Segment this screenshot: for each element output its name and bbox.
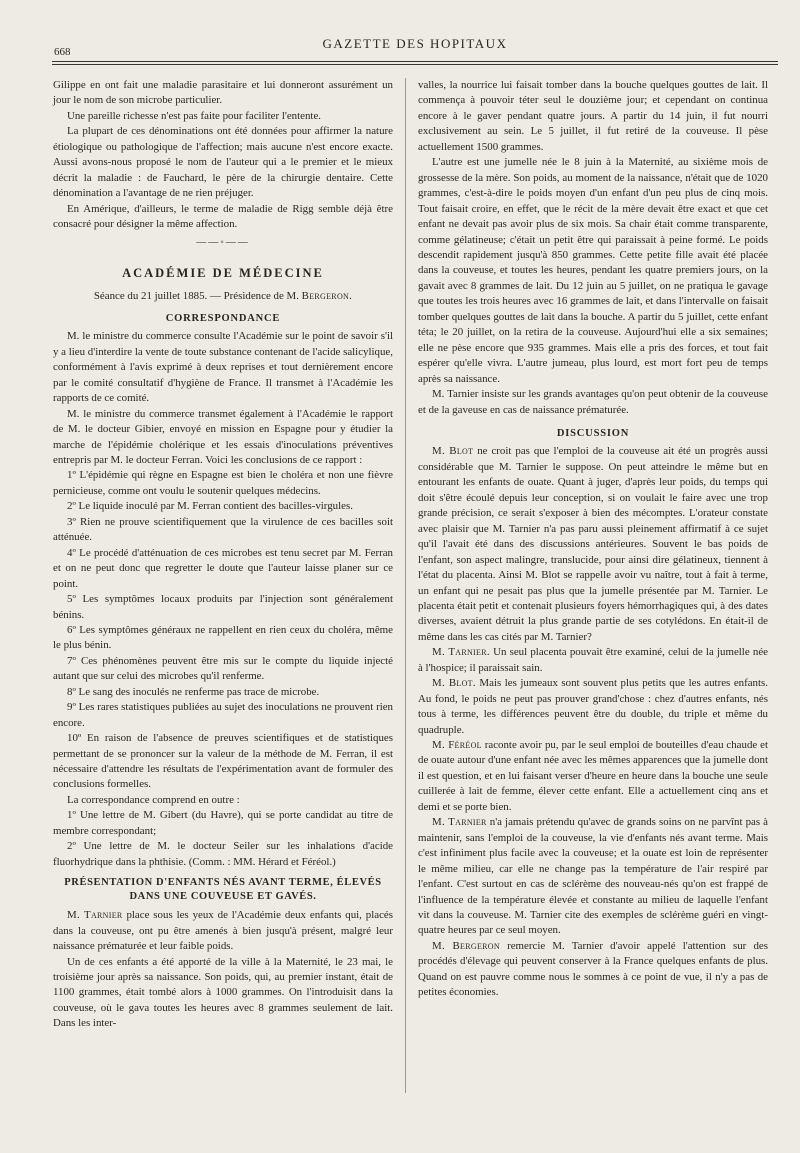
paragraph-text: place sous les yeux de l'Académie deux enfants qui, placés dans la couveuse, ont pu être amenés à bien jusqu'à présent, malgré leur naissance prématurée et leur faible poids. bbox=[53, 909, 393, 953]
paragraph-text: Un seul placenta pouvait être examiné, celui de la jumelle née à l'hospice; il paraissait sain. bbox=[418, 646, 768, 674]
paragraph bbox=[53, 908, 393, 954]
paragraph bbox=[418, 815, 768, 939]
paragraph: En Amérique, d'ailleurs, le terme de maladie de Rigg semble déjà être consacré pour désigner la même affection. bbox=[53, 202, 393, 231]
paragraph: M. le ministre du commerce transmet également à l'Académie le rapport de M. le docteur Gibier, envoyé en mission en Espagne pour y étudier la marche de l'épidémie cholérique et les essais d'inoculations préventives entrepris par M. le docteur Ferran. Voici les conclusions de ce rapport : bbox=[53, 407, 393, 466]
header-rule-bottom bbox=[52, 64, 778, 65]
paragraph-text: ne croit pas que l'emploi de la couveuse ait été un progrès aussi considérable que M. Tarnier le suppose. On peut atteindre le même but en entourant les enfants de ouate. Quant à juger, d'après leur poids, du temps qui doit s'être écoulé depuis leur conception, si on voulait le faire avec une trop grande précision, ce serait s'exposer à bien des mécomptes. L'orateur constate avec plaisir que M. Tarnier n'a pas paru aussi pleinement affirmatif à ce sujet qu'il l'avait été dans des discussions antérieures. Souvent le bas poids de l'enfant, son aspect malingre, translucide, pour ainsi dire gélatineux, tiennent à l'état du placenta. Ainsi M. Blot se rappelle avoir vu naître, tout à fait à terme, un enfant qui ne pesait pas plus que la jumelle présentée par M. Tarnier. Le placenta était petit et contenait plusieurs foyers hémorrhagiques qui, à des dates diverses, avaient détruit la plus grande partie de ses cotylédons. En était-il de même dans les cas cités par M. Tarnier? bbox=[418, 445, 768, 643]
paragraph: 7º Ces phénomènes peuvent être mis sur le compte du liquide injecté autant que sur celui des microbes qu'il renferme. bbox=[53, 654, 393, 683]
paragraph: 4º Le procédé d'atténuation de ces microbes est tenu secret par M. Ferran et on ne peut donc que regretter le doute que l'auteur laisse planer sur ce point. bbox=[53, 546, 393, 590]
paragraph: 8º Le sang des inoculés ne renferme pas trace de microbe. bbox=[67, 685, 320, 698]
speaker-name: M. Bergeron bbox=[432, 939, 500, 952]
subsection-heading: DISCUSSION bbox=[556, 427, 630, 439]
paragraph: La plupart de ces dénominations ont été données pour affirmer la nature étiologique ou pathologique de l'affection; mais aucune n'est encore exacte. Aussi avons-nous proposé le nom de l'auteur qui a le premier et le mieux décrit la maladie : de Fauchard, le père de la chirurgie dentaire. Cette dénomination a l'avantage de ne rien préjuger. bbox=[53, 125, 393, 200]
paragraph-text: remercie M. Tarnier d'avoir appelé l'attention sur des procédés d'élevage qui peuvent conserver à la France quelques enfants de plus. Quand on est pauvre comme nous le sommes à ce point de vue, il n'y a pas de petites économies. bbox=[418, 939, 768, 999]
session-president: Bergeron. bbox=[301, 290, 353, 303]
paragraph: Une pareille richesse n'est pas faite pour faciliter l'entente. bbox=[67, 109, 321, 122]
section-title: ACADÉMIE DE MÉDECINE bbox=[122, 265, 324, 280]
paragraph: 1º L'épidémie qui règne en Espagne est bien le choléra et non une fièvre pernicieuse, comme ont voulu le soutenir quelques médecins. bbox=[53, 469, 393, 497]
speaker-name: M. Tarnier bbox=[432, 816, 487, 829]
paragraph: 10º En raison de l'absence de preuves scientifiques et de statistiques permettant de se prononcer sur la valeur de la méthode de M. Ferran, il est nécessaire d'attendre les résultats de l'expérimentation avant de formuler des conclusions formelles. bbox=[53, 732, 393, 791]
subsection-heading: CORRESPONDANCE bbox=[165, 312, 281, 324]
paragraph bbox=[418, 645, 768, 676]
paragraph: 1º Une lettre de M. Gibert (du Havre), qui se porte candidat au titre de membre correspondant; bbox=[53, 809, 393, 837]
paragraph-text: Mais les jumeaux sont souvent plus petits que les autres enfants. Au fond, le poids ne peut pas prouver grand'chose : chez d'autres enfants, nés tous à terme, les différences peuvent être du double, du triple et même du quadruple. bbox=[418, 677, 768, 736]
speaker-name: M. Blot. bbox=[432, 677, 476, 690]
right-column bbox=[418, 78, 768, 1001]
paragraph: Un de ces enfants a été apporté de la ville à la Maternité, le 23 mai, le troisième jour après sa naissance. Son poids, qui, au premier instant, était de 1100 grammes, était tombé alors à 1000 grammes. On l'introduisit dans la couveuse, où le gava toutes les heures avec 8 grammes seulement de lait. Dans les inter- bbox=[53, 955, 393, 1030]
paragraph-text: raconte avoir pu, par le seul emploi de bouteilles d'eau chaude et de ouate autour d'une enfant née avec les mêmes apparences que la jumelle dont il est question, et en lui faisant verser d'heure en heure dans la bouche une seule cuillerée à lait de femme, élever cette enfant. Elle a actuellement cinq ans et demi et se porte bien. bbox=[418, 739, 768, 813]
speaker-name: M. Tarnier. bbox=[432, 646, 490, 659]
subsection-heading: PRÉSENTATION D'ENFANTS NÉS AVANT TERME, ÉLEVÉS DANS UNE COUVEUSE ET GAVÉS. bbox=[64, 877, 382, 903]
paragraph: M. le ministre du commerce consulte l'Académie sur le point de savoir s'il y a lieu d'interdire la vente de toute substance contenant de l'acide salicylique, conformément à l'avis exprimé à deux reprises et tout dernièrement encore par le comité consultatif d'hygiène de France. Il transmet à l'Académie les rapports de ce comité. bbox=[53, 330, 393, 405]
paragraph: La correspondance comprend en outre : bbox=[67, 793, 240, 806]
paragraph: 2º Une lettre de M. le docteur Seiler sur les inhalations d'acide fluorhydrique dans la phthisie. (Comm. : MM. Hérard et Féréol.) bbox=[53, 840, 393, 868]
paragraph bbox=[418, 676, 768, 738]
paragraph: 5º Les symptômes locaux produits par l'injection sont généralement bénins. bbox=[53, 593, 393, 621]
paragraph: 9º Les rares statistiques publiées au sujet des inoculations ne prouvent rien encore. bbox=[53, 701, 393, 729]
paragraph: 6º Les symptômes généraux ne rappellent en rien ceux du choléra, même le plus bénin. bbox=[53, 623, 393, 652]
paragraph: 2º Le liquide inoculé par M. Ferran contient des bacilles-virgules. bbox=[67, 500, 353, 513]
column-separator bbox=[405, 78, 406, 1093]
page-header bbox=[52, 36, 778, 56]
speaker-name: M. Blot bbox=[432, 445, 474, 458]
paragraph-text: n'a jamais prétendu qu'avec de grands soins on ne parvînt pas à maintenir, sans l'emploi de la couveuse, la vie d'enfants nés avant terme. Mais c'est infiniment plus facile avec la couveuse; et la ouate est loin de représenter le même milieu, car elle ne change pas la température de l'air respiré par l'enfant. C'est surtout en cas de sclérème des nouveau-nés qu'on est frappé de l'influence de la température élevée et constante au milieu de laquelle l'enfant vit dans la couveuse. M. Tarnier cite des exemples de sclérème guéri en vingt-quatre heures par ce seul moyen. bbox=[418, 816, 768, 937]
paragraph: 3º Rien ne prouve scientifiquement que la virulence de ces bacilles soit atténuée. bbox=[53, 515, 393, 544]
paragraph bbox=[418, 444, 768, 645]
speaker-name: M. Féréol bbox=[432, 739, 482, 752]
paragraph: valles, la nourrice lui faisait tomber dans la bouche quelques gouttes de lait. Il commença à pouvoir téter seul le douzième jour; et cependant on continua encore à le gaver pendant quatre jours. A partir du 14 juin, il fut nourri exclusivement au sein. Le 5 juillet, il fut retiré de la couveuse. Il pèse actuellement 1500 grammes. bbox=[418, 79, 768, 153]
paragraph: L'autre est une jumelle née le 8 juin à la Maternité, au sixième mois de grossesse de la mère. Son poids, au moment de la naissance, n'était que de 1020 grammes, c'est-à-dire le poids moyen d'un enfant d'un peu plus de cinq mois. Tout faisait croire, en effet, que le récit de la mère devait être exact et que cet enfant ne devait pas avoir plus de six mois. Sa chair était comme transparente, comme gélatineuse; c'était un petit être qui paraissait à peine formé. Le poids descendit rapidement jusqu'à 850 grammes. Cette petite fille avait été placée dans la couveuse, et toutes les heures, pendant les quatre premiers jours, on la gavait avec 8 grammes de lait. Du 12 juin au 5 juillet, on ne pratiqua le gavage que toutes les trois heures avec 16 grammes de lait, et dans l'intervalle on faisait tomber quelques gouttes de lait dans la bouche. A partir du 5 juillet, cette enfant téta; le 20 juillet, on la retira de la couveuse. Aujourd'hui elle a six semaines; elle ne pèse encore que 935 grammes. Mais elle a pris des forces, et tout fait espérer qu'elle vivra. L'autre jumeau, plus lourd, est mort fort peu de temps après sa naissance. bbox=[418, 156, 768, 385]
paragraph bbox=[418, 939, 768, 1001]
left-column bbox=[53, 78, 393, 1032]
header-rule-top bbox=[52, 61, 778, 62]
paragraph: Gilippe en ont fait une maladie parasitaire et lui donneront assurément un jour le nom de son microbe particulier. bbox=[53, 79, 393, 107]
section-ornament: ——◦—— bbox=[196, 236, 250, 248]
paragraph: M. Tarnier insiste sur les grands avantages qu'on peut obtenir de la couveuse et de la gaveuse en cas de naissance prématurée. bbox=[418, 388, 768, 416]
page-number: 668 bbox=[54, 46, 71, 58]
paragraph bbox=[418, 738, 768, 815]
journal-title: GAZETTE DES HOPITAUX bbox=[322, 36, 508, 51]
session-line bbox=[53, 289, 393, 304]
session-lead: Séance du 21 juillet 1885. — Présidence de M. bbox=[93, 290, 299, 303]
speaker-name: M. Tarnier bbox=[67, 909, 123, 922]
